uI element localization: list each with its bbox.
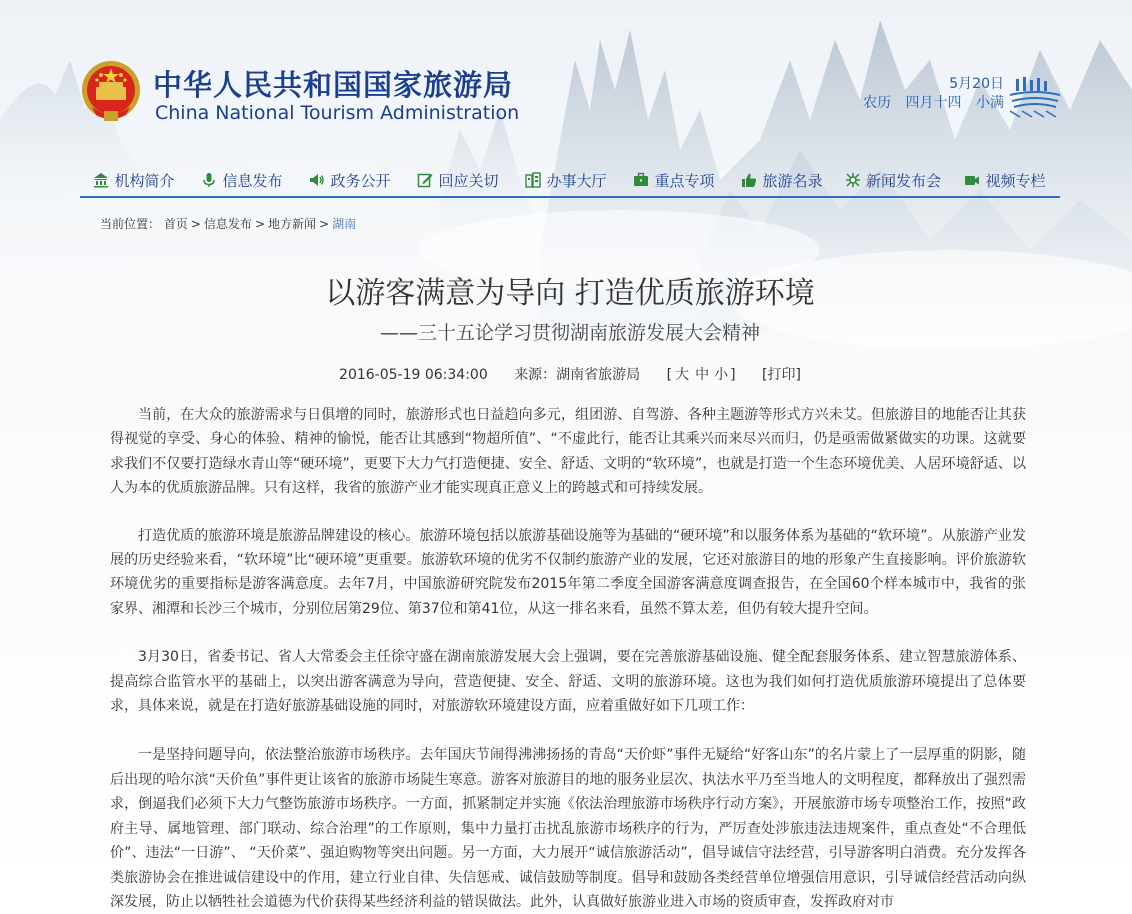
video-camera-icon xyxy=(964,172,980,188)
article-meta xyxy=(80,364,1060,384)
edit-icon xyxy=(417,172,433,188)
briefcase-icon xyxy=(633,172,649,188)
breadcrumb-separator: > xyxy=(254,217,265,231)
font-large-button[interactable]: 大 xyxy=(675,367,690,383)
nav-label: 回应关切 xyxy=(438,171,499,190)
building-icon xyxy=(93,172,109,188)
breadcrumb-home[interactable]: 首页 xyxy=(163,217,188,231)
nav-label: 重点专项 xyxy=(654,171,715,190)
nav-label: 办事大厅 xyxy=(546,171,607,190)
lunar-date: 四月十四 xyxy=(905,95,962,111)
article-paragraph: 一是坚持问题导向，依法整治旅游市场秩序。去年国庆节闹得沸沸扬扬的青岛“天价虾”事件无疑给“好客山东”的名片蒙上了一层厚重的阴影，随后出现的哈尔滨“天价鱼”事件更让该省的旅游市场陡生寒意。游客对旅游目的地的服务业层次、执法水平乃至当地人的文明程度，都释放出了强烈需求，倒逼我们必须下大力气整饬旅游市场秩序。一方面，抓紧制定并实施《依法治理旅游市场秩序行动方案》，开展旅游市场专项整治工作，按照“政府主导、属地管理、部门联动、综合治理”的工作原则，集中力量打击扰乱旅游市场秩序的行为，严厉查处涉旅违法违规案件，重点查处“不合理低价”、违法“一日游”、 “天价菜”、强迫购物等突出问题。另一方面，大力展开“诚信旅游活动”，倡导诚信守法经营，引导游客明白消费。充分发挥各类旅游协会在推进诚信建设中的作用，建立行业自律、失信惩戒、诚信鼓励等制度。倡导和鼓励各类经营单位增强信用意识，引导诚信经营活动向纵深发展，防止以牺牲社会道德为代价获得某些经济利益的错误做法。此外，认真做好旅游业进入市场的资质审查，发挥政府对市 xyxy=(110,747,1026,910)
hall-icon xyxy=(525,172,541,188)
nav-label: 旅游名录 xyxy=(762,171,823,190)
article-title: 以游客满意为导向 打造优质旅游环境 xyxy=(325,276,815,311)
nav-item-video[interactable] xyxy=(950,165,1060,195)
speaker-icon xyxy=(309,172,325,188)
site-header xyxy=(80,55,1060,135)
thumb-icon xyxy=(741,172,757,188)
article-paragraph: 3月30日，省委书记、省人大常委会主任徐守盛在湖南旅游发展大会上强调，要在完善旅游基础设施、健全配套服务体系、建立智慧旅游体系、提高综合监管水平的基础上，以突出游客满意为导向，营造便捷、安全、舒适、文明的旅游环境。这也为我们如何打造优质旅游环境提出了总体要求，具体来说，就是在打造好旅游基础设施的同时，对旅游软环境建设方面，应着重做好如下几项工作： xyxy=(110,649,1026,715)
print-button[interactable]: [打印] xyxy=(762,367,801,383)
breadcrumb xyxy=(100,215,356,232)
national-emblem-icon[interactable] xyxy=(80,59,142,125)
current-date: 5月20日 xyxy=(949,76,1004,92)
nav-item-service-hall[interactable] xyxy=(512,165,620,195)
site-title-en[interactable]: China National Tourism Administration xyxy=(155,102,520,124)
nav-label: 机构简介 xyxy=(114,171,175,190)
nav-item-press[interactable] xyxy=(836,165,950,195)
nav-item-special[interactable] xyxy=(620,165,728,195)
nav-label: 新闻发布会 xyxy=(865,171,941,190)
nav-item-info[interactable] xyxy=(188,165,296,195)
date-panel xyxy=(863,75,1004,113)
nav-item-public[interactable] xyxy=(296,165,404,195)
breadcrumb-prefix: 当前位置： xyxy=(100,217,161,231)
breadcrumb-separator: > xyxy=(319,217,330,231)
font-size-controls xyxy=(667,367,736,383)
article-paragraph: 打造优质的旅游环境是旅游品牌建设的核心。旅游环境包括以旅游基础设施等为基础的“硬环境”和以服务体系为基础的“软环境”。从旅游产业发展的历史经验来看，“软环境”比“硬环境”更重要。旅游软环境的优劣不仅制约旅游产业的发展，它还对旅游目的地的形象产生直接影响。评价旅游软环境优劣的重要指标是游客满意度。去年7月，中国旅游研究院发布2015年第二季度全国游客满意度调查报告，在全国60个样本城市中，我省的张家界、湘潭和长沙三个城市，分别位居第29位、第37位和第41位，从这一排名来看，虽然不算太差，但仍有较大提升空间。 xyxy=(110,527,1026,617)
press-icon xyxy=(845,172,861,188)
nav-label: 视频专栏 xyxy=(985,171,1046,190)
main-nav xyxy=(80,165,1060,198)
lunar-label: 农历 xyxy=(863,95,892,111)
article-subtitle: ——三十五论学习贯彻湖南旅游发展大会精神 xyxy=(379,322,760,344)
solar-term-icon xyxy=(1010,77,1060,119)
article-body xyxy=(110,400,1026,914)
font-medium-button[interactable]: 中 xyxy=(695,367,710,383)
article-paragraph: 当前，在大众的旅游需求与日俱增的同时，旅游形式也日益趋向多元，组团游、自驾游、各种主题游等形式方兴未艾。但旅游目的地能否让其获得视觉的享受、身心的体验、精神的愉悦，能否让其感到“物超所值”、“不虚此行，能否让其乘兴而来尽兴而归，仍是亟需做紧做实的功课。这就要求我们不仅要打造绿水青山等“硬环境”，更要下大力气打造便捷、安全、舒适、文明的“软环境”，也就是打造一个生态环境优美、人居环境舒适、以人为本的优质旅游品牌。只有这样，我省的旅游产业才能实现真正意义上的跨越式和可持续发展。 xyxy=(110,407,1026,497)
breadcrumb-separator: > xyxy=(190,217,201,231)
publish-datetime: 2016-05-19 06:34:00 xyxy=(339,367,488,383)
microphone-icon xyxy=(201,172,217,188)
nav-item-response[interactable] xyxy=(404,165,512,195)
breadcrumb-info[interactable]: 信息发布 xyxy=(203,217,252,231)
bracket-close: ] xyxy=(730,367,736,383)
bracket-open: [ xyxy=(666,367,673,383)
nav-label: 信息发布 xyxy=(222,171,283,190)
site-title-cn[interactable]: 中华人民共和国国家旅游局 xyxy=(153,68,514,102)
nav-label: 政务公开 xyxy=(330,171,391,190)
solar-term: 小满 xyxy=(976,95,1004,111)
breadcrumb-local-news[interactable]: 地方新闻 xyxy=(268,217,317,231)
breadcrumb-current[interactable]: 湖南 xyxy=(332,217,357,231)
article-source: 来源：湖南省旅游局 xyxy=(514,367,641,383)
font-small-button[interactable]: 小 xyxy=(714,367,729,383)
nav-item-directory[interactable] xyxy=(728,165,836,195)
nav-item-about[interactable] xyxy=(80,165,188,195)
